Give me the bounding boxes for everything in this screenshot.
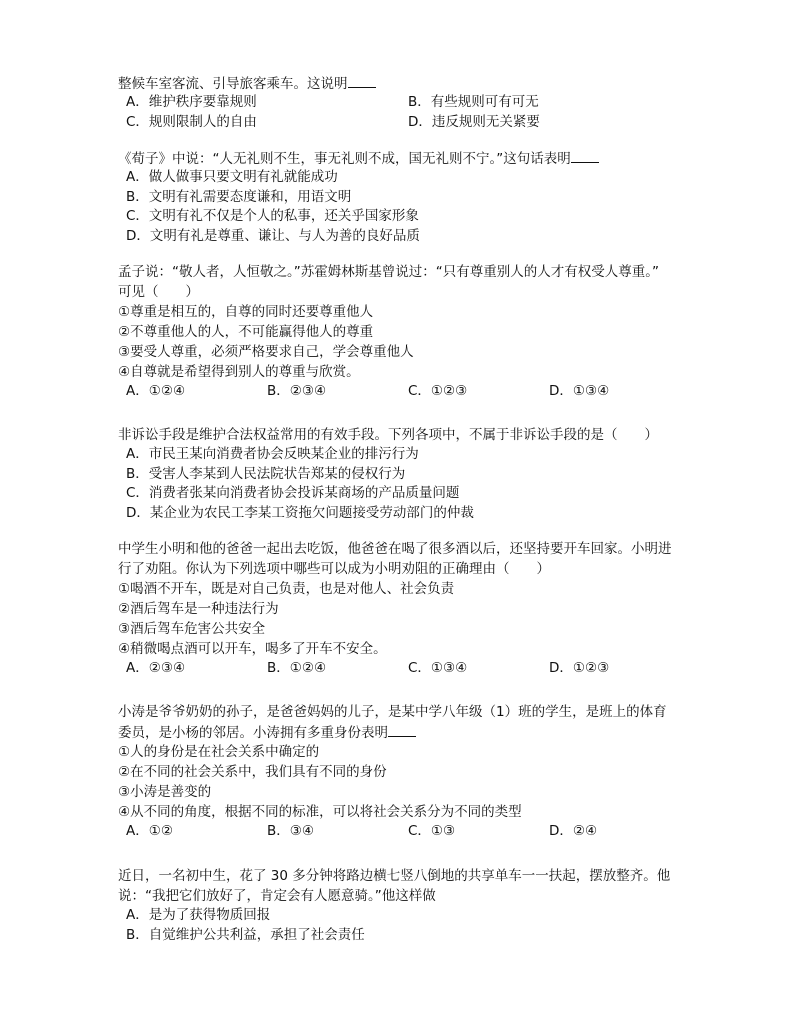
options-row bbox=[118, 822, 718, 842]
answer-blank bbox=[348, 73, 376, 88]
statement-1: ①人的身份是在社会关系中确定的 bbox=[118, 744, 320, 760]
option-d: D．违反规则无关紧要 bbox=[408, 113, 540, 130]
option-d: D．文明有礼是尊重、谦让、与人为善的良好品质 bbox=[126, 227, 420, 244]
option-b: B．②③④ bbox=[267, 383, 327, 399]
option-a: A．市民王某向消费者协会反映某企业的排污行为 bbox=[126, 446, 419, 462]
option-b: B．③④ bbox=[267, 823, 314, 839]
option-a: A．①② bbox=[126, 823, 173, 839]
question-stem: 小涛是爷爷奶奶的孙子，是爸爸妈妈的儿子，是某中学八年级（1）班的学生，是班上的体育 bbox=[118, 704, 667, 720]
question-3 bbox=[118, 262, 718, 402]
option-a: A．①②④ bbox=[126, 383, 186, 399]
option-d: D．②④ bbox=[549, 823, 598, 839]
statement-4: ④稍微喝点酒可以开车，喝多了开车不安全。 bbox=[118, 641, 387, 657]
statement-4: ④从不同的角度，根据不同的标准，可以将社会关系分为不同的类型 bbox=[118, 804, 522, 820]
option-b: B．文明有礼需要态度谦和，用语文明 bbox=[126, 188, 352, 205]
statement-2: ②酒后驾车是一种违法行为 bbox=[118, 601, 279, 617]
statement-1: ①喝酒不开车，既是对自己负责，也是对他人、社会负责 bbox=[118, 581, 455, 597]
option-d: D．某企业为农民工李某工资拖欠问题接受劳动部门的仲裁 bbox=[126, 504, 474, 521]
option-b: B．受害人李某到人民法院状告郑某的侵权行为 bbox=[126, 465, 406, 482]
option-b: B．有些规则可有可无 bbox=[408, 94, 539, 110]
statement-4: ④自尊就是希望得到别人的尊重与欣赏。 bbox=[118, 364, 360, 380]
question-5 bbox=[118, 539, 718, 679]
option-d: D．①②③ bbox=[549, 660, 610, 676]
options-row bbox=[118, 659, 718, 679]
question-4 bbox=[118, 425, 718, 523]
question-stem: 近日，一名初中生，花了 30 多分钟将路边横七竖八倒地的共享单车一一扶起，摆放整齐。他 bbox=[118, 868, 671, 884]
option-d: D．①③④ bbox=[549, 383, 610, 399]
question-stem-cont: 可见（ ） bbox=[118, 284, 199, 300]
option-b: B．①②④ bbox=[267, 660, 327, 676]
question-stem: 《荀子》中说：“人无礼则不生，事无礼则不成，国无礼则不宁。”这句话表明 bbox=[118, 148, 718, 168]
statement-3: ③小涛是善变的 bbox=[118, 784, 212, 800]
option-b: B．自觉维护公共利益，承担了社会责任 bbox=[126, 926, 365, 943]
question-6 bbox=[118, 702, 718, 842]
option-a: A．②③④ bbox=[126, 660, 186, 676]
option-a: A．维护秩序要靠规则 bbox=[126, 94, 257, 110]
question-stem: 整候车室客流、引导旅客乘车。这说明 bbox=[118, 73, 718, 93]
question-1 bbox=[118, 73, 718, 132]
options-row bbox=[118, 382, 718, 402]
question-stem: 孟子说：“敬人者，人恒敬之。”苏霍姆林斯基曾说过：“只有尊重别人的人才有权受人尊重。” bbox=[118, 264, 659, 280]
question-stem-cont: 行了劝阻。你认为下列选项中哪些可以成为小明劝阻的正确理由（ ） bbox=[118, 561, 550, 577]
options-row bbox=[118, 93, 718, 113]
statement-2: ②在不同的社会关系中，我们具有不同的身份 bbox=[118, 764, 387, 780]
option-c: C．消费者张某向消费者协会投诉某商场的产品质量问题 bbox=[126, 485, 460, 501]
option-a: A．是为了获得物质回报 bbox=[126, 907, 271, 923]
question-stem-cont: 说：“我把它们放好了，肯定会有人愿意骑。”他这样做 bbox=[118, 888, 436, 904]
answer-blank bbox=[388, 722, 416, 737]
question-stem: 非诉讼手段是维护合法权益常用的有效手段。下列各项中，不属于非诉讼手段的是（ ） bbox=[118, 427, 658, 443]
option-c: C．①③ bbox=[408, 823, 456, 839]
statement-1: ①尊重是相互的，自尊的同时还要尊重他人 bbox=[118, 304, 374, 320]
option-c: C．文明有礼不仅是个人的私事，还关乎国家形象 bbox=[126, 208, 419, 224]
question-stem-cont: 委员，是小杨的邻居。小涛拥有多重身份表明 bbox=[118, 722, 718, 742]
statement-3: ③要受人尊重，必须严格要求自己，学会尊重他人 bbox=[118, 344, 414, 360]
option-c: C．①③④ bbox=[408, 660, 468, 676]
answer-blank bbox=[571, 148, 599, 163]
statement-3: ③酒后驾车危害公共安全 bbox=[118, 621, 266, 637]
option-c: C．规则限制人的自由 bbox=[126, 113, 257, 130]
options-row bbox=[118, 113, 718, 133]
option-a: A．做人做事只要文明有礼就能成功 bbox=[126, 169, 338, 185]
option-c: C．①②③ bbox=[408, 383, 468, 399]
question-stem: 中学生小明和他的爸爸一起出去吃饭，他爸爸在喝了很多酒以后，还坚持要开车回家。小明进 bbox=[118, 541, 672, 557]
statement-2: ②不尊重他人的人，不可能赢得他人的尊重 bbox=[118, 324, 374, 340]
question-7 bbox=[118, 866, 718, 945]
question-2 bbox=[118, 148, 718, 246]
